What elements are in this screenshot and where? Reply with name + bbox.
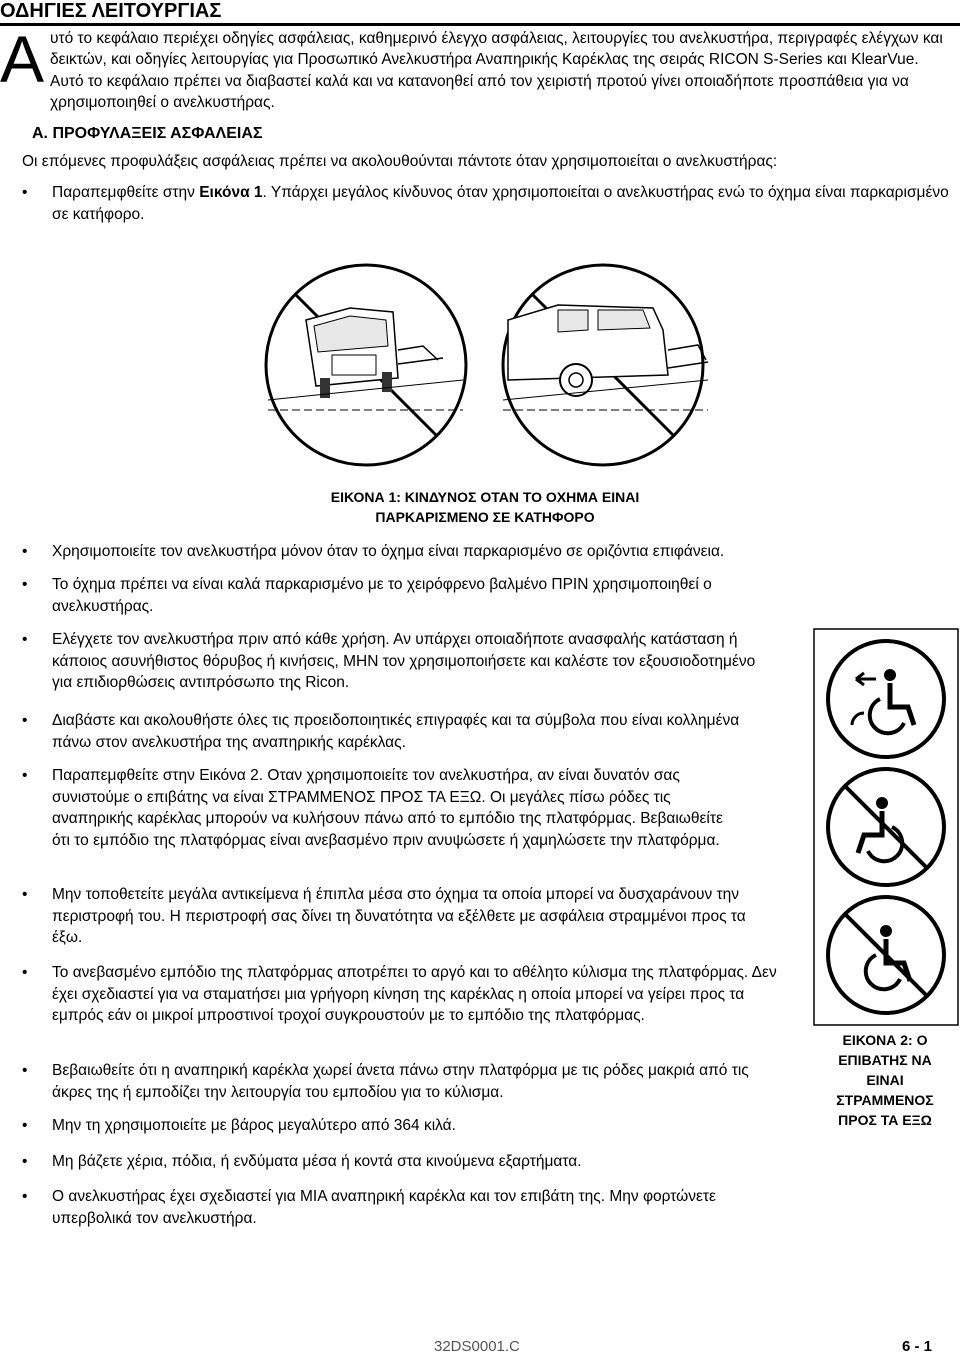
bullet-text: Ο ανελκυστήρας έχει σχεδιαστεί για ΜΙΑ αναπηρική καρέκλα και τον επιβάτη της. Μην φορτώνετε υπερβολικά τον ανελκυστήρα. [52, 1188, 716, 1227]
figure2-caption-line: ΣΤΡΑΜΜΕΝΟΣ [836, 1092, 934, 1108]
figure1-caption-line2: ΠΑΡΚΑΡΙΣΜΕΝΟ ΣΕ ΚΑΤΗΦΟΡΟ [375, 509, 595, 525]
wheelchair-facing-out-icon [828, 641, 944, 757]
bullet-text: Βεβαιωθείτε ότι η αναπηρική καρέκλα χωρεί άνετα πάνω στην πλατφόρμα με τις ρόδες μακριά από τις άκρες της ή εμποδίζει την λειτουργία του εμποδίου για το κύλισμα. [52, 1062, 749, 1101]
list-item [22, 710, 772, 753]
bullet-text: Ελέγχετε τον ανελκυστήρα πριν από κάθε χρήση. Αν υπάρχει οποιαδήποτε ανασφαλής κατάσταση ή κάποιος ασυνήθιστος θόρυβος ή κινήσεις, ΜΗΝ τον χρησιμοποιήσετε και καλέστε τον εξουσιοδοτημένο για επιδιορθώσεις αντιπρόσωπο της Ricon. [52, 631, 756, 691]
bullet-text: Μην τοποθετείτε μεγάλα αντικείμενα ή έπιπλα μέσα στο όχημα τα οποία μπορεί να δυσχαράνουν την περιστροφή του. Η περιστροφή σας δίνει τη δυνατότητα να εξέλθετε με ασφάλεια στραμμένοι προς τα έξω. [52, 886, 746, 946]
bullet-text: Παραπεμφθείτε στην Εικόνα 2. Οταν χρησιμοποιείτε τον ανελκυστήρα, αν είναι δυνατόν σας συνιστούμε ο επιβάτης να είναι ΣΤΡΑΜΜΕΝΟΣ ΠΡΟΣ ΤΑ ΕΞΩ. Οι μεγάλες πίσω ρόδες τις αναπηρικής καρέκλας μπορούν να κυλήσουν πάνω από το εμπόδιο της πλατφόρμας. Βεβαιωθείτε ότι το εμπόδιο της πλατφόρμας είναι ανεβασμένο πριν ανυψώσετε ή χαμηλώσετε την πλατφόρμα. [52, 767, 723, 849]
prohibition-side-view-icon [503, 265, 708, 465]
wheelchair-prohibited-icon [828, 897, 944, 1013]
bullet-icon: • [22, 184, 28, 201]
prohibition-rear-view-icon [266, 265, 466, 465]
figure2-illustration [812, 627, 960, 1027]
wheelchair-prohibited-icon [828, 769, 944, 885]
figure2-caption [810, 1030, 960, 1130]
list-item [22, 629, 772, 694]
list-item [22, 574, 812, 617]
bullet-icon: • [22, 1062, 28, 1079]
bullet-icon: • [22, 1188, 28, 1205]
list-item [22, 541, 812, 563]
figure1-caption-line1: ΕΙΚΟΝΑ 1: ΚΙΝΔΥΝΟΣ ΟΤΑΝ ΤΟ ΟΧΗΜΑ ΕΙΝΑΙ [330, 489, 640, 505]
bullet-icon: • [22, 631, 28, 648]
list-item [22, 1186, 752, 1229]
bullet1-prefix: Παραπεμφθείτε στην [52, 184, 200, 201]
document-code: 32DS0001.C [434, 1338, 520, 1355]
figure2-caption-line: ΕΙΚΟΝΑ 2: Ο [842, 1032, 928, 1048]
bullet1-suffix: . Υπάρχει μεγάλος κίνδυνος όταν χρησιμοποιείται ο ανελκυστήρας ενώ το όχημα είναι παρκαρισμένο σε κατήφορο. [52, 184, 949, 223]
list-item [22, 884, 772, 949]
bullet-text: Διαβάστε και ακολουθήστε όλες τις προειδοποιητικές επιγραφές και τα σύμβολα που είναι κολλημένα πάνω στον ανελκυστήρα της αναπηρικής καρέκλας. [52, 712, 740, 751]
bullet-icon: • [22, 767, 28, 784]
dropcap-letter: Α [0, 22, 45, 96]
figure2-caption-line: ΠΡΟΣ ΤΑ ΕΞΩ [838, 1112, 932, 1128]
list-item [22, 1060, 782, 1103]
bullet-icon: • [22, 543, 28, 560]
list-item [22, 1151, 782, 1173]
section-intro: Οι επόμενες προφυλάξεις ασφάλειας πρέπει να ακολουθούνται πάντοτε όταν χρησιμοποιείται ο ανελκυστήρας: [22, 153, 778, 170]
intro-paragraph [0, 22, 955, 113]
bullet-icon: • [22, 1117, 28, 1134]
bullet-icon: • [22, 1153, 28, 1170]
figure2-caption-line: ΕΠΙΒΑΤΗΣ ΝΑ [838, 1052, 932, 1068]
bullet-text: Χρησιμοποιείτε τον ανελκυστήρα μόνον όταν το όχημα είναι παρκαρισμένο σε οριζόντια επιφάνεια. [52, 543, 725, 560]
intro-text: υτό το κεφάλαιο περιέχει οδηγίες ασφάλειας, καθημερινό έλεγχο ασφάλειας, λειτουργίες του ανελκυστήρα, περιγραφές ελέγχων και δεικτών, και οδηγίες λειτουργίας για Προσωπικό Ανελκυστήρα Αναπηρικής Καρέκλας της σειράς RICON S-Series και KlearVue. Αυτό το κεφάλαιο πρέπει να διαβαστεί καλά και να κατανοηθεί από τον χειριστή προτού γίνει οποιαδήποτε προσπάθεια για να χρησιμοποιηθεί ο ανελκυστήρας. [50, 30, 943, 111]
list-item [22, 962, 782, 1027]
figure1-illustration [258, 260, 713, 475]
page-number: 6 - 1 [902, 1338, 933, 1355]
bullet-icon: • [22, 576, 28, 593]
bullet-text: Το όχημα πρέπει να είναι καλά παρκαρισμένο με το χειρόφρενο βαλμένο ΠΡΙΝ χρησιμοποιηθεί ο ανελκυστήρας. [52, 576, 712, 615]
bullet-icon: • [22, 886, 28, 903]
page-heading: ΟΔΗΓΙΕΣ ΛΕΙΤΟΥΡΓΙΑΣ [0, 0, 960, 26]
list-item [22, 1115, 782, 1137]
list-item [22, 765, 742, 851]
bullet-icon: • [22, 712, 28, 729]
list-item [22, 182, 957, 225]
bullet-text: Μη βάζετε χέρια, πόδια, ή ενδύματα μέσα ή κοντά στα κινούμενα εξαρτήματα. [52, 1153, 582, 1170]
bullet1-bold: Εικόνα 1 [199, 184, 263, 201]
bullet-text: Το ανεβασμένο εμπόδιο της πλατφόρμας αποτρέπει το αργό και το αθέλητο κύλισμα της πλατφόρμας. Δεν έχει σχεδιαστεί για να σταματήσει μια γρήγορη κίνηση της καρέκλας η οποία μπορεί να γείρει προς τα εμπρός εάν οι μικροί μπροστινοί τροχοί συγκρουστούν με το εμπόδιο της πλατφόρμας. [52, 964, 777, 1024]
figure2-caption-line: ΕΙΝΑΙ [866, 1072, 904, 1088]
figure1-caption [220, 487, 750, 527]
section-title: Α. ΠΡΟΦΥΛΑΞΕΙΣ ΑΣΦΑΛΕΙΑΣ [32, 125, 263, 142]
bullet-text: Μην τη χρησιμοποιείτε με βάρος μεγαλύτερο από 364 κιλά. [52, 1117, 456, 1134]
bullet-icon: • [22, 964, 28, 981]
